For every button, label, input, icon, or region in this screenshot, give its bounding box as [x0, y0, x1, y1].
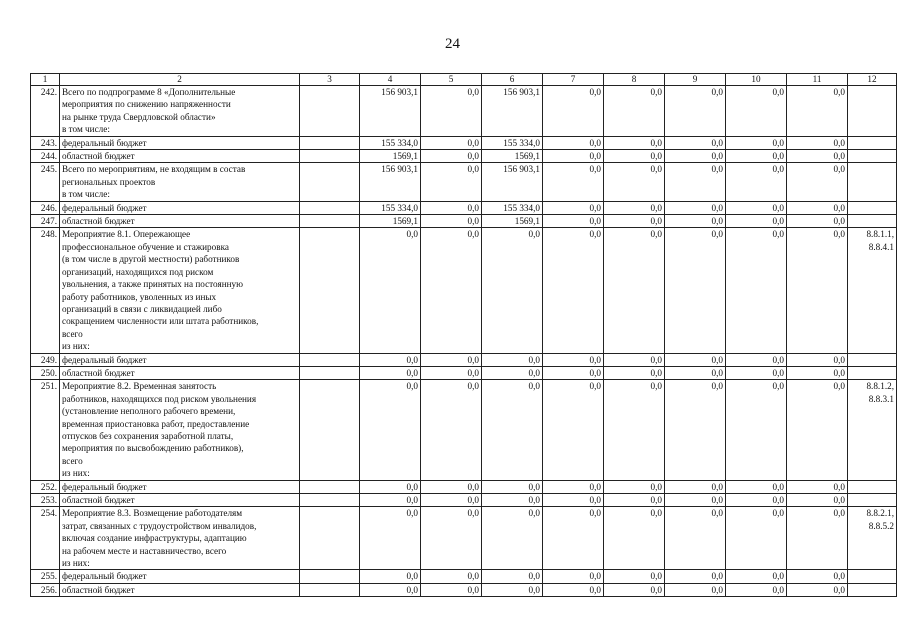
row-number: 251. — [31, 380, 60, 480]
value-cell: 0,0 — [787, 86, 848, 137]
column-3-cell — [300, 380, 360, 480]
column-header: 2 — [60, 74, 300, 86]
value-cell: 0,0 — [787, 507, 848, 570]
row-name: федеральный бюджет — [60, 136, 300, 149]
row-name: Мероприятие 8.2. Временная занятость работников, находящихся под риском увольнения (установление неполного рабочего времени, временная приостановка работ, предоставление отпусков без сохранения заработной платы, мероприятия по высвобождению работников), всего из них: — [60, 380, 300, 480]
row-name: областной бюджет — [60, 150, 300, 163]
table-row — [31, 353, 897, 366]
value-cell: 0,0 — [604, 163, 665, 201]
column-3-cell — [300, 136, 360, 149]
value-cell: 0,0 — [360, 494, 421, 507]
value-cell: 0,0 — [604, 215, 665, 228]
value-cell: 0,0 — [543, 380, 604, 480]
value-cell: 0,0 — [726, 228, 787, 353]
target-reference — [848, 215, 897, 228]
target-reference: 8.8.2.1, 8.8.5.2 — [848, 507, 897, 570]
value-cell: 0,0 — [665, 201, 726, 214]
value-cell: 0,0 — [604, 480, 665, 493]
value-cell: 0,0 — [421, 570, 482, 583]
value-cell: 0,0 — [665, 86, 726, 137]
row-number: 254. — [31, 507, 60, 570]
value-cell: 0,0 — [787, 366, 848, 379]
value-cell: 0,0 — [543, 136, 604, 149]
row-number: 244. — [31, 150, 60, 163]
value-cell: 0,0 — [787, 570, 848, 583]
value-cell: 0,0 — [543, 366, 604, 379]
value-cell: 0,0 — [726, 380, 787, 480]
value-cell: 0,0 — [726, 494, 787, 507]
value-cell: 0,0 — [604, 570, 665, 583]
value-cell: 0,0 — [604, 583, 665, 596]
column-header: 10 — [726, 74, 787, 86]
table-row — [31, 215, 897, 228]
value-cell: 155 334,0 — [482, 136, 543, 149]
table-row — [31, 570, 897, 583]
target-reference — [848, 480, 897, 493]
budget-table — [30, 73, 897, 597]
column-header: 1 — [31, 74, 60, 86]
target-reference — [848, 583, 897, 596]
value-cell: 0,0 — [787, 215, 848, 228]
value-cell: 0,0 — [482, 380, 543, 480]
value-cell: 0,0 — [665, 583, 726, 596]
value-cell: 0,0 — [360, 366, 421, 379]
value-cell: 0,0 — [726, 201, 787, 214]
value-cell: 0,0 — [421, 366, 482, 379]
row-name: Мероприятие 8.1. Опережающее профессиональное обучение и стажировка (в том числе в другой местности) работников организаций, находящихся под риском увольнения, а также принятых на постоянную работу работников, уволенных из иных организаций в связи с ликвидацией либо сокращением численности или штата работников, всего из них: — [60, 228, 300, 353]
column-3-cell — [300, 494, 360, 507]
value-cell: 0,0 — [726, 507, 787, 570]
value-cell: 0,0 — [604, 507, 665, 570]
table-row — [31, 228, 897, 353]
value-cell: 0,0 — [665, 380, 726, 480]
value-cell: 0,0 — [726, 86, 787, 137]
value-cell: 0,0 — [421, 136, 482, 149]
table-row — [31, 136, 897, 149]
value-cell: 0,0 — [543, 215, 604, 228]
table-body — [31, 86, 897, 597]
value-cell: 0,0 — [604, 201, 665, 214]
row-name: федеральный бюджет — [60, 480, 300, 493]
value-cell: 0,0 — [787, 228, 848, 353]
row-number: 243. — [31, 136, 60, 149]
value-cell: 0,0 — [787, 494, 848, 507]
target-reference — [848, 570, 897, 583]
value-cell: 0,0 — [665, 228, 726, 353]
value-cell: 0,0 — [665, 353, 726, 366]
table-row — [31, 366, 897, 379]
value-cell: 0,0 — [787, 480, 848, 493]
column-header: 9 — [665, 74, 726, 86]
value-cell: 0,0 — [360, 480, 421, 493]
target-reference — [848, 136, 897, 149]
value-cell: 0,0 — [543, 507, 604, 570]
value-cell: 0,0 — [543, 150, 604, 163]
value-cell: 0,0 — [421, 163, 482, 201]
column-header: 4 — [360, 74, 421, 86]
row-number: 246. — [31, 201, 60, 214]
row-number: 252. — [31, 480, 60, 493]
value-cell: 0,0 — [360, 228, 421, 353]
row-number: 256. — [31, 583, 60, 596]
value-cell: 0,0 — [421, 353, 482, 366]
row-name: федеральный бюджет — [60, 353, 300, 366]
value-cell: 0,0 — [543, 86, 604, 137]
target-reference: 8.8.1.2, 8.8.3.1 — [848, 380, 897, 480]
value-cell: 0,0 — [543, 228, 604, 353]
column-3-cell — [300, 583, 360, 596]
value-cell: 0,0 — [421, 494, 482, 507]
value-cell: 156 903,1 — [482, 163, 543, 201]
value-cell: 0,0 — [360, 380, 421, 480]
column-header: 3 — [300, 74, 360, 86]
target-reference — [848, 366, 897, 379]
value-cell: 0,0 — [604, 86, 665, 137]
value-cell: 0,0 — [604, 494, 665, 507]
value-cell: 0,0 — [360, 570, 421, 583]
column-header: 5 — [421, 74, 482, 86]
value-cell: 0,0 — [360, 583, 421, 596]
value-cell: 0,0 — [726, 150, 787, 163]
value-cell: 0,0 — [726, 570, 787, 583]
value-cell: 0,0 — [421, 507, 482, 570]
target-reference — [848, 163, 897, 201]
value-cell: 156 903,1 — [360, 86, 421, 137]
target-reference — [848, 201, 897, 214]
value-cell: 0,0 — [604, 353, 665, 366]
value-cell: 0,0 — [543, 201, 604, 214]
value-cell: 0,0 — [726, 163, 787, 201]
table-row — [31, 583, 897, 596]
value-cell: 0,0 — [665, 507, 726, 570]
value-cell: 0,0 — [543, 494, 604, 507]
value-cell: 0,0 — [604, 136, 665, 149]
value-cell: 0,0 — [787, 353, 848, 366]
target-reference: 8.8.1.1, 8.8.4.1 — [848, 228, 897, 353]
value-cell: 0,0 — [543, 480, 604, 493]
row-number: 242. — [31, 86, 60, 137]
column-header: 12 — [848, 74, 897, 86]
value-cell: 1569,1 — [482, 215, 543, 228]
target-reference — [848, 494, 897, 507]
page-number: 24 — [445, 36, 460, 52]
column-3-cell — [300, 353, 360, 366]
row-name: Всего по подпрограмме 8 «Дополнительные мероприятия по снижению напряженности на рынке труда Свердловской области» в том числе: — [60, 86, 300, 137]
row-number: 245. — [31, 163, 60, 201]
value-cell: 0,0 — [726, 583, 787, 596]
row-name: федеральный бюджет — [60, 570, 300, 583]
value-cell: 0,0 — [726, 136, 787, 149]
column-3-cell — [300, 480, 360, 493]
row-name: областной бюджет — [60, 215, 300, 228]
value-cell: 0,0 — [482, 583, 543, 596]
row-name: областной бюджет — [60, 494, 300, 507]
value-cell: 0,0 — [787, 150, 848, 163]
value-cell: 0,0 — [421, 215, 482, 228]
target-reference — [848, 353, 897, 366]
column-3-cell — [300, 163, 360, 201]
value-cell: 0,0 — [543, 163, 604, 201]
row-number: 249. — [31, 353, 60, 366]
value-cell: 0,0 — [421, 480, 482, 493]
value-cell: 0,0 — [421, 228, 482, 353]
column-number-row — [31, 74, 897, 86]
value-cell: 0,0 — [787, 380, 848, 480]
table-row — [31, 163, 897, 201]
row-name: Мероприятие 8.3. Возмещение работодателям затрат, связанных с трудоустройством инвалидов, включая создание инфраструктуры, адаптацию на рабочем месте и наставничество, всего из них: — [60, 507, 300, 570]
value-cell: 0,0 — [543, 583, 604, 596]
value-cell: 155 334,0 — [482, 201, 543, 214]
target-reference — [848, 150, 897, 163]
value-cell: 0,0 — [421, 150, 482, 163]
column-3-cell — [300, 201, 360, 214]
value-cell: 0,0 — [604, 150, 665, 163]
table-row — [31, 201, 897, 214]
value-cell: 0,0 — [360, 353, 421, 366]
value-cell: 0,0 — [726, 366, 787, 379]
column-3-cell — [300, 507, 360, 570]
table-row — [31, 480, 897, 493]
value-cell: 0,0 — [604, 366, 665, 379]
value-cell: 0,0 — [482, 353, 543, 366]
value-cell: 0,0 — [482, 507, 543, 570]
value-cell: 0,0 — [665, 215, 726, 228]
value-cell: 0,0 — [726, 215, 787, 228]
value-cell: 0,0 — [482, 366, 543, 379]
column-3-cell — [300, 570, 360, 583]
column-3-cell — [300, 228, 360, 353]
row-name: Всего по мероприятиям, не входящим в состав региональных проектов в том числе: — [60, 163, 300, 201]
value-cell: 0,0 — [665, 150, 726, 163]
value-cell: 0,0 — [787, 163, 848, 201]
row-number: 253. — [31, 494, 60, 507]
row-number: 247. — [31, 215, 60, 228]
value-cell: 0,0 — [543, 570, 604, 583]
value-cell: 0,0 — [726, 480, 787, 493]
value-cell: 0,0 — [665, 494, 726, 507]
table-row — [31, 150, 897, 163]
column-3-cell — [300, 150, 360, 163]
value-cell: 0,0 — [421, 86, 482, 137]
value-cell: 0,0 — [482, 480, 543, 493]
row-name: федеральный бюджет — [60, 201, 300, 214]
value-cell: 0,0 — [665, 163, 726, 201]
value-cell: 0,0 — [665, 570, 726, 583]
value-cell: 0,0 — [543, 353, 604, 366]
value-cell: 155 334,0 — [360, 201, 421, 214]
value-cell: 0,0 — [665, 480, 726, 493]
value-cell: 0,0 — [665, 366, 726, 379]
row-name: областной бюджет — [60, 583, 300, 596]
column-3-cell — [300, 215, 360, 228]
row-number: 255. — [31, 570, 60, 583]
column-header: 8 — [604, 74, 665, 86]
value-cell: 0,0 — [421, 380, 482, 480]
value-cell: 0,0 — [665, 136, 726, 149]
row-name: областной бюджет — [60, 366, 300, 379]
column-3-cell — [300, 86, 360, 137]
table-row — [31, 380, 897, 480]
value-cell: 155 334,0 — [360, 136, 421, 149]
column-header: 11 — [787, 74, 848, 86]
column-3-cell — [300, 366, 360, 379]
row-number: 250. — [31, 366, 60, 379]
value-cell: 0,0 — [360, 507, 421, 570]
value-cell: 0,0 — [482, 228, 543, 353]
table-row — [31, 86, 897, 137]
value-cell: 1569,1 — [360, 150, 421, 163]
value-cell: 0,0 — [726, 353, 787, 366]
column-header: 7 — [543, 74, 604, 86]
column-header: 6 — [482, 74, 543, 86]
target-reference — [848, 86, 897, 137]
value-cell: 156 903,1 — [482, 86, 543, 137]
value-cell: 0,0 — [421, 201, 482, 214]
row-number: 248. — [31, 228, 60, 353]
value-cell: 0,0 — [482, 570, 543, 583]
value-cell: 0,0 — [421, 583, 482, 596]
value-cell: 0,0 — [787, 201, 848, 214]
value-cell: 0,0 — [482, 494, 543, 507]
value-cell: 0,0 — [787, 583, 848, 596]
value-cell: 1569,1 — [482, 150, 543, 163]
table-row — [31, 494, 897, 507]
value-cell: 156 903,1 — [360, 163, 421, 201]
value-cell: 1569,1 — [360, 215, 421, 228]
value-cell: 0,0 — [604, 228, 665, 353]
table-row — [31, 507, 897, 570]
value-cell: 0,0 — [604, 380, 665, 480]
value-cell: 0,0 — [787, 136, 848, 149]
